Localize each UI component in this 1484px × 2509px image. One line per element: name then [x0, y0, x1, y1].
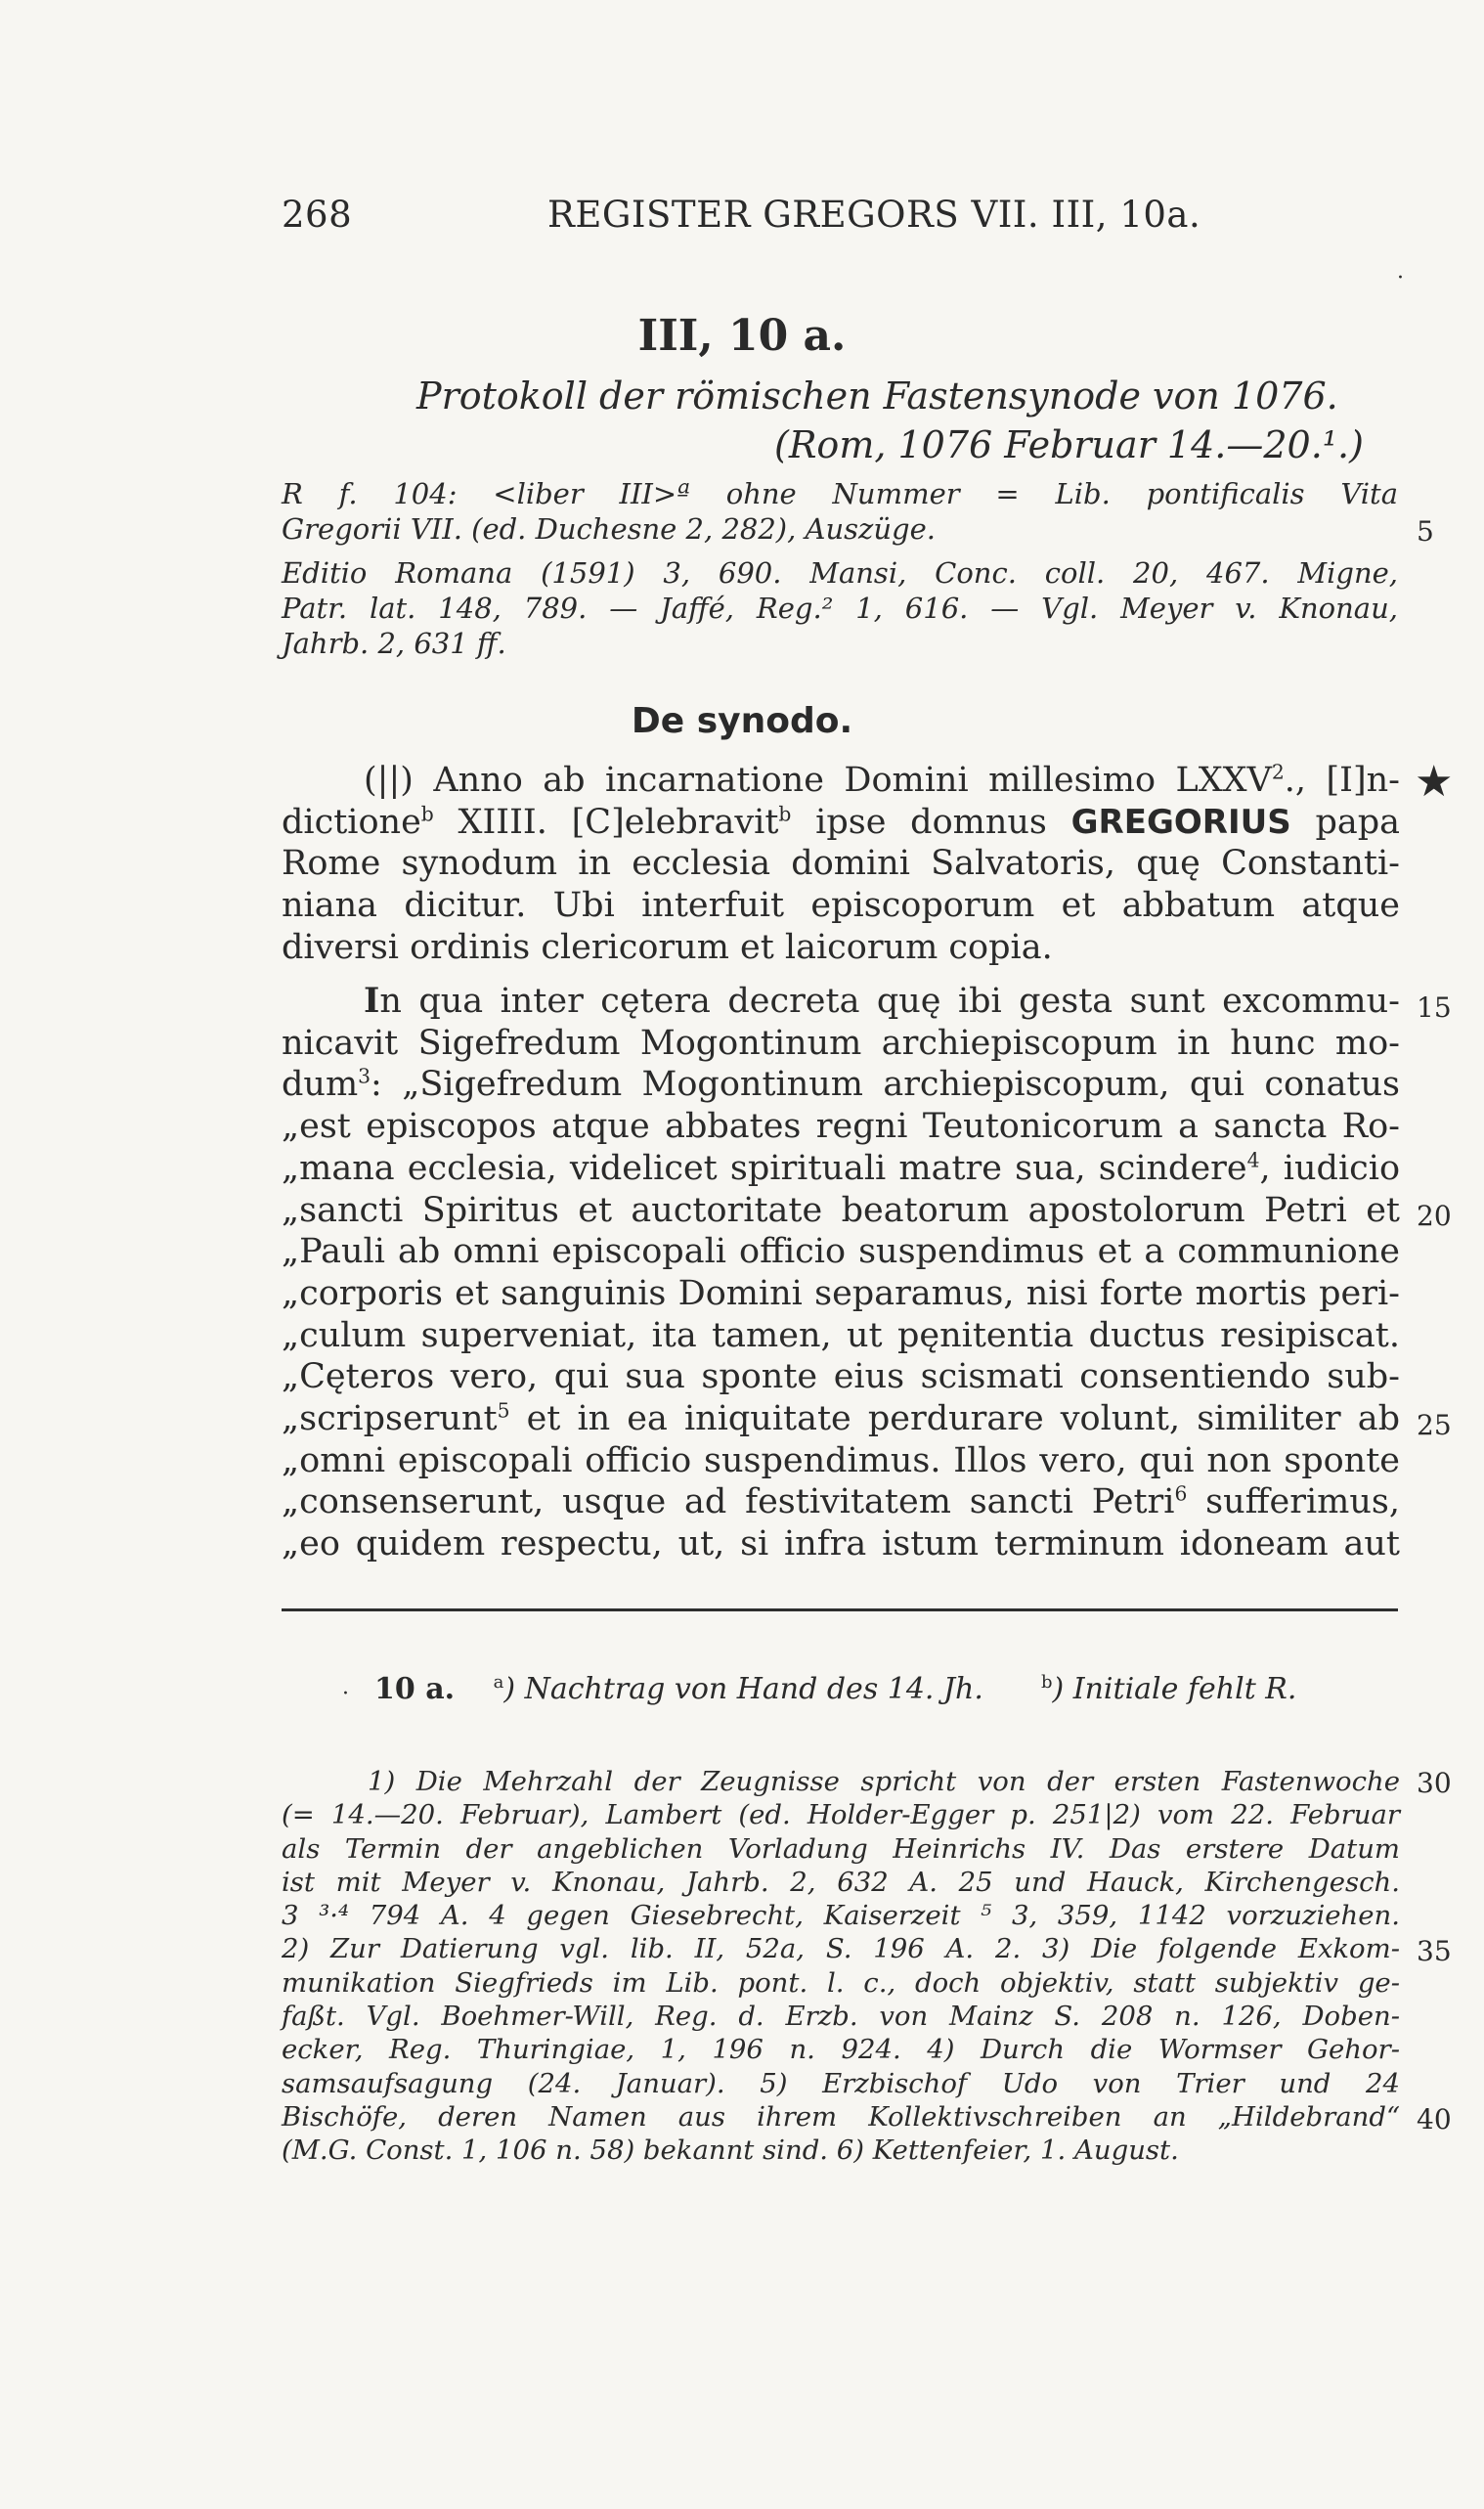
text-line: niana dicitur. Ubi interfuit episcoporum et abbatum atque [282, 886, 1400, 926]
text-line: „culum superveniat, ita tamen, ut pęnitentia ductus resipiscat. [282, 1315, 1400, 1355]
text-line: dum$^3$: „Sigefredum Mogontinum archiepiscopum, qui conatus [282, 1064, 1400, 1105]
speck-mark: · [342, 1682, 349, 1706]
text-line: (||) Anno ab incarnatione Domini millesimo LXXV$^2$., [I]n- [364, 760, 1400, 800]
running-title: REGISTER GREGORS VII. III, 10a. [547, 194, 1201, 236]
section-heading: De synodo. [631, 701, 853, 741]
text-line: „consenserunt, usque ad festivitatem sancti Petri$^6$ sufferimus, [282, 1481, 1401, 1522]
text-line: „eo quidem respectu, ut, si infra istum terminum idoneam aut [282, 1524, 1400, 1564]
text-line: Rome synodum in ecclesia domini Salvatoris, quę Constanti- [282, 844, 1400, 884]
line-number: 25 [1417, 1409, 1452, 1441]
text-line: „est episcopos atque abbates regni Teutonicorum a sancta Ro- [282, 1107, 1400, 1147]
apparatus-note-b: ) Initiale fehlt R. [1052, 1672, 1297, 1706]
line-number: 30 [1417, 1767, 1452, 1799]
text-line: „corporis et sanguinis Domini separamus, nisi forte mortis peri- [282, 1273, 1400, 1313]
text-line: „Cęteros vero, qui sua sponte eius scismati consentiendo sub- [282, 1357, 1400, 1397]
text-line: dictione$^b$ XIIII. [C]elebravit$^b$ ipse domnus GREGORIUS papa [282, 802, 1401, 842]
line-number: 15 [1417, 991, 1452, 1024]
critical-apparatus: 10 a. $^a$) Nachtrag von Hand des 14. Jh. $^b$) Initiale fehlt R. [374, 1672, 1297, 1706]
footnote-line: samsaufsagung (24. Januar). 5) Erzbischof Udo von Trier und 24 [282, 2067, 1400, 2099]
apparatus-note-a: ) Nachtrag von Hand des 14. Jh. [503, 1672, 983, 1706]
speck-mark: · [1397, 266, 1404, 290]
text-line: „omni episcopali officio suspendimus. Illos vero, qui non sponte [282, 1440, 1400, 1480]
line-number: 20 [1417, 1200, 1452, 1232]
source-description [282, 476, 1398, 547]
footnote-line: (M.G. Const. 1, 106 n. 58) bekannt sind. 6) Kettenfeier, 1. August. [282, 2135, 1179, 2167]
footnote-rule [282, 1608, 1398, 1611]
subtitle-line-1: Protokoll der römischen Fastensynode von 1076. [416, 374, 1338, 418]
text-line: In qua inter cętera decreta quę ibi gesta sunt excommu- [364, 981, 1400, 1021]
footnote-line: 3 ³·⁴ 794 A. 4 gegen Giesebrecht, Kaiserzeit ⁵ 3, 359, 1142 vorzuziehen. [282, 1900, 1400, 1932]
footnote-line: ist mit Meyer v. Knonau, Jahrb. 2, 632 A. 25 und Hauck, Kirchengesch. [282, 1866, 1400, 1898]
text-line: „Pauli ab omni episcopali officio suspendimus et a communione [282, 1232, 1400, 1272]
editions-line: Jahrb. 2, 631 ff. [282, 627, 506, 660]
subtitle-line-2: (Rom, 1076 Februar 14.—20.¹.) [774, 423, 1364, 466]
line-number: 35 [1417, 1935, 1452, 1967]
editions-list [282, 555, 1398, 661]
text-line: „sancti Spiritus et auctoritate beatorum apostolorum Petri et [282, 1190, 1400, 1230]
text-line: diversi ordinis clericorum et laicorum copia. [282, 927, 1053, 967]
source-line: R f. 104: <liber III>ª ohne Nummer = Lib. pontificalis Vita [282, 477, 1398, 510]
line-number: 40 [1417, 2103, 1452, 2135]
editions-line: Editio Romana (1591) 3, 690. Mansi, Conc. coll. 20, 467. Migne, [282, 556, 1398, 590]
footnotes [282, 1765, 1400, 2168]
apparatus-label: 10 a. [374, 1672, 456, 1706]
footnote-line: ecker, Reg. Thuringiae, 1, 196 n. 924. 4) Durch die Wormser Gehor- [282, 2034, 1400, 2066]
footnote-line: 1) Die Mehrzahl der Zeugnisse spricht von der ersten Fastenwoche [368, 1766, 1400, 1797]
footnote-line: faßt. Vgl. Boehmer-Will, Reg. d. Erzb. von Mainz S. 208 n. 126, Doben- [282, 2001, 1400, 2033]
footnote-line: 2) Zur Datierung vgl. lib. II, 52a, S. 196 A. 2. 3) Die folgende Exkom- [282, 1933, 1400, 1965]
footnote-line: munikation Siegfrieds im Lib. pont. l. c., doch objektiv, statt subjektiv ge- [282, 1966, 1400, 1999]
paragraph-2 [282, 981, 1400, 1565]
page-number: 268 [282, 194, 353, 236]
text-line: nicavit Sigefredum Mogontinum archiepiscopum in hunc mo- [282, 1023, 1400, 1063]
source-line: Gregorii VII. (ed. Duchesne 2, 282), Auszüge. [282, 512, 936, 546]
margin-star-mark: ★ [1415, 757, 1454, 807]
pope-name: GREGORIUS [1070, 802, 1291, 842]
footnote-line: als Termin der angeblichen Vorladung Heinrichs IV. Das erstere Datum [282, 1832, 1400, 1865]
editions-line: Patr. lat. 148, 789. — Jaffé, Reg.² 1, 616. — Vgl. Meyer v. Knonau, [282, 592, 1398, 625]
paragraph-1 [282, 760, 1400, 969]
text-line: „mana ecclesia, videlicet spirituali matre sua, scindere$^4$, iudicio [282, 1148, 1401, 1188]
footnote-line: Bischöfe, deren Namen aus ihrem Kollektivschreiben an „Hildebrand“ [282, 2100, 1400, 2133]
document-title: III, 10 a. [637, 311, 847, 361]
text-line: „scripserunt$^5$ et in ea iniquitate perdurare volunt, similiter ab [282, 1398, 1400, 1439]
footnote-line: (= 14.—20. Februar), Lambert (ed. Holder-Egger p. 251|2) vom 22. Februar [282, 1799, 1400, 1831]
line-number: 5 [1417, 515, 1434, 548]
